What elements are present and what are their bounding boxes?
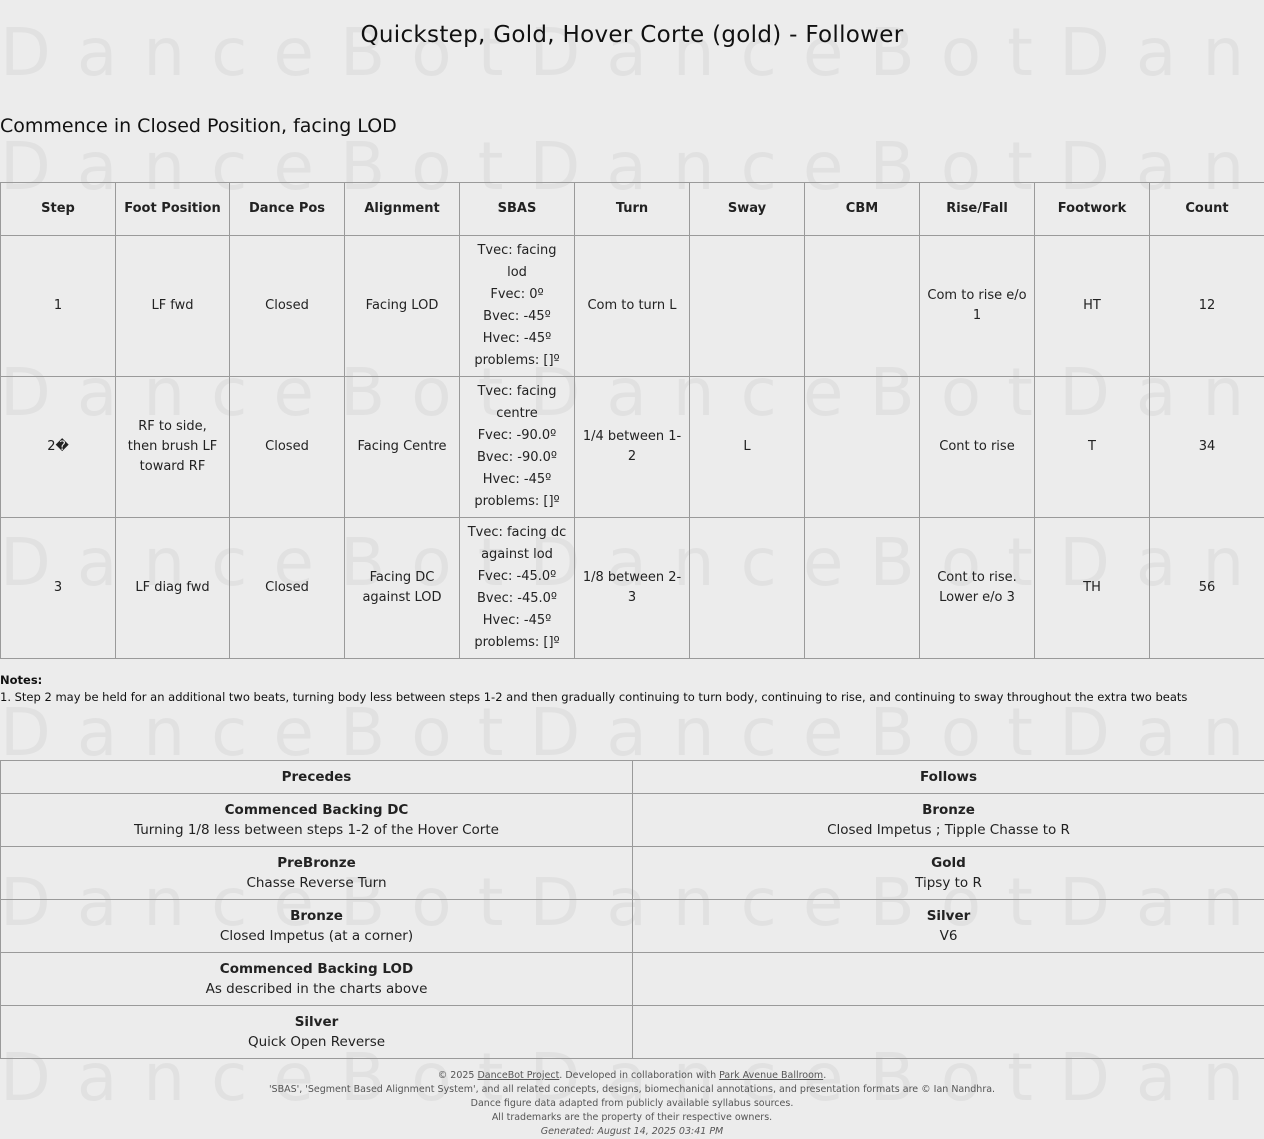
rise-fall-cell: Com to rise e/o 1 [920, 236, 1035, 377]
table-header-row [1, 183, 1264, 236]
figure-category: Bronze [922, 802, 975, 818]
turn-cell: 1/4 between 1-2 [575, 377, 690, 518]
precedes-cell [1, 847, 633, 900]
table-row [1, 236, 1264, 377]
column-header-cbm: CBM [805, 183, 920, 236]
sbas-hvec: Hvec: -45º [482, 613, 552, 628]
figure-category: Bronze [290, 908, 343, 924]
figure-name: Turning 1/8 less between steps 1-2 of the Hover Corte [134, 822, 499, 838]
column-header-dance-pos: Dance Pos [230, 183, 345, 236]
precedes-follows-table [0, 760, 1264, 1059]
column-header-rise-fall: Rise/Fall [920, 183, 1035, 236]
table-row [1, 900, 1264, 953]
follows-cell [633, 847, 1264, 900]
dance-pos-cell: Closed [230, 236, 345, 377]
dance-pos-cell: Closed [230, 518, 345, 659]
alignment-cell: Facing Centre [345, 377, 460, 518]
table-row [1, 518, 1264, 659]
turn-cell: 1/8 between 2-3 [575, 518, 690, 659]
column-header-footwork: Footwork [1035, 183, 1150, 236]
figure-category: Commenced Backing DC [224, 802, 409, 818]
sway-cell [690, 518, 805, 659]
footer-copyright-line [0, 1069, 1264, 1083]
figure-category: Commenced Backing LOD [219, 961, 414, 977]
figure-name: Chasse Reverse Turn [246, 875, 387, 891]
step-cell: 1 [1, 236, 116, 377]
dance-pos-cell: Closed [230, 377, 345, 518]
sbas-cell [460, 236, 575, 377]
follows-cell [633, 953, 1264, 1006]
alignment-cell: Facing DC against LOD [345, 518, 460, 659]
figure-category: Gold [931, 855, 966, 871]
sway-cell: L [690, 377, 805, 518]
foot-position-cell: LF fwd [116, 236, 230, 377]
footer-sbas-notice: 'SBAS', 'Segment Based Alignment System', and all related concepts, designs, biomechanical annotations, and presentation formats are © Ian Nandhra. [268, 1084, 996, 1095]
footwork-cell: T [1035, 377, 1150, 518]
count-cell: 56 [1150, 518, 1264, 659]
column-header-sway: Sway [690, 183, 805, 236]
turn-cell: Com to turn L [575, 236, 690, 377]
cbm-cell [805, 518, 920, 659]
sbas-cell [460, 518, 575, 659]
table-row [1, 847, 1264, 900]
column-header-sbas: SBAS [460, 183, 575, 236]
follows-cell [633, 1006, 1264, 1059]
column-header-count: Count [1150, 183, 1264, 236]
follows-cell [633, 900, 1264, 953]
sway-cell [690, 236, 805, 377]
foot-position-cell: LF diag fwd [116, 518, 230, 659]
table-row [1, 1006, 1264, 1059]
figure-name: Closed Impetus ; Tipple Chasse to R [827, 822, 1070, 838]
cbm-cell [805, 377, 920, 518]
notes-section [0, 672, 1187, 706]
count-cell: 12 [1150, 236, 1264, 377]
column-header-step: Step [1, 183, 116, 236]
follows-cell [633, 794, 1264, 847]
sbas-cell [460, 377, 575, 518]
park-avenue-ballroom-link[interactable]: Park Avenue Ballroom [719, 1070, 824, 1081]
footwork-cell: TH [1035, 518, 1150, 659]
rise-fall-cell: Cont to rise. Lower e/o 3 [920, 518, 1035, 659]
dancebot-project-link[interactable]: DanceBot Project [477, 1070, 560, 1081]
watermark-line [0, 700, 1264, 766]
column-header-precedes: Precedes [1, 761, 633, 794]
table-row [1, 794, 1264, 847]
footwork-cell: HT [1035, 236, 1150, 377]
step-cell: 3 [1, 518, 116, 659]
steps-table [0, 182, 1264, 659]
sbas-fvec: Fvec: 0º [490, 287, 544, 302]
copyright-prefix: © 2025 [437, 1070, 478, 1081]
notes-label: Notes: [0, 673, 43, 687]
sbas-bvec: Bvec: -90.0º [476, 450, 558, 465]
sbas-tvec: Tvec: facing lod [477, 243, 557, 280]
sbas-problems: problems: []º [474, 353, 560, 368]
cbm-cell [805, 236, 920, 377]
precedes-cell [1, 794, 633, 847]
sbas-hvec: Hvec: -45º [482, 472, 552, 487]
table-row [1, 953, 1264, 1006]
sbas-problems: problems: []º [474, 635, 560, 650]
column-header-foot-position: Foot Position [116, 183, 230, 236]
figure-name: Closed Impetus (at a corner) [219, 928, 414, 944]
figure-category: Silver [926, 908, 971, 924]
sbas-fvec: Fvec: -45.0º [477, 569, 557, 584]
sbas-tvec: Tvec: facing dc against lod [467, 525, 567, 562]
precedes-cell [1, 900, 633, 953]
footer-data-source: Dance figure data adapted from publicly available syllabus sources. [470, 1098, 794, 1109]
sbas-tvec: Tvec: facing centre [477, 384, 557, 421]
starting-position-heading: Commence in Closed Position, facing LOD [0, 115, 397, 137]
sbas-problems: problems: []º [474, 494, 560, 509]
figure-category: PreBronze [277, 855, 356, 871]
column-header-follows: Follows [633, 761, 1264, 794]
precedes-cell [1, 1006, 633, 1059]
sbas-hvec: Hvec: -45º [482, 331, 552, 346]
sbas-fvec: Fvec: -90.0º [477, 428, 557, 443]
collaboration-end: . [823, 1070, 827, 1081]
page-title: Quickstep, Gold, Hover Corte (gold) - Follower [360, 22, 904, 48]
note-item: 1. Step 2 may be held for an additional two beats, turning body less between steps 1-2 and then gradually continuing to turn body, continuing to rise, and continuing to sway throughout the extra two beats [0, 690, 1188, 704]
count-cell: 34 [1150, 377, 1264, 518]
sbas-bvec: Bvec: -45.0º [476, 591, 558, 606]
precedes-cell [1, 953, 633, 1006]
sbas-bvec: Bvec: -45º [483, 309, 551, 324]
figure-category: Silver [294, 1014, 339, 1030]
step-cell: 2� [1, 377, 116, 518]
column-header-turn: Turn [575, 183, 690, 236]
rise-fall-cell: Cont to rise [920, 377, 1035, 518]
relations-header-row [1, 761, 1264, 794]
column-header-alignment: Alignment [345, 183, 460, 236]
footer-trademarks: All trademarks are the property of their respective owners. [491, 1112, 773, 1123]
figure-name: As described in the charts above [205, 981, 428, 997]
generated-timestamp: Generated: August 14, 2025 03:41 PM [540, 1126, 724, 1137]
figure-name: Quick Open Reverse [247, 1034, 386, 1050]
alignment-cell: Facing LOD [345, 236, 460, 377]
table-row [1, 377, 1264, 518]
foot-position-cell: RF to side, then brush LF toward RF [116, 377, 230, 518]
footer [0, 1069, 1264, 1139]
figure-name: Tipsy to R [915, 875, 982, 891]
collaboration-text: . Developed in collaboration with [559, 1070, 720, 1081]
figure-name: V6 [939, 928, 958, 944]
